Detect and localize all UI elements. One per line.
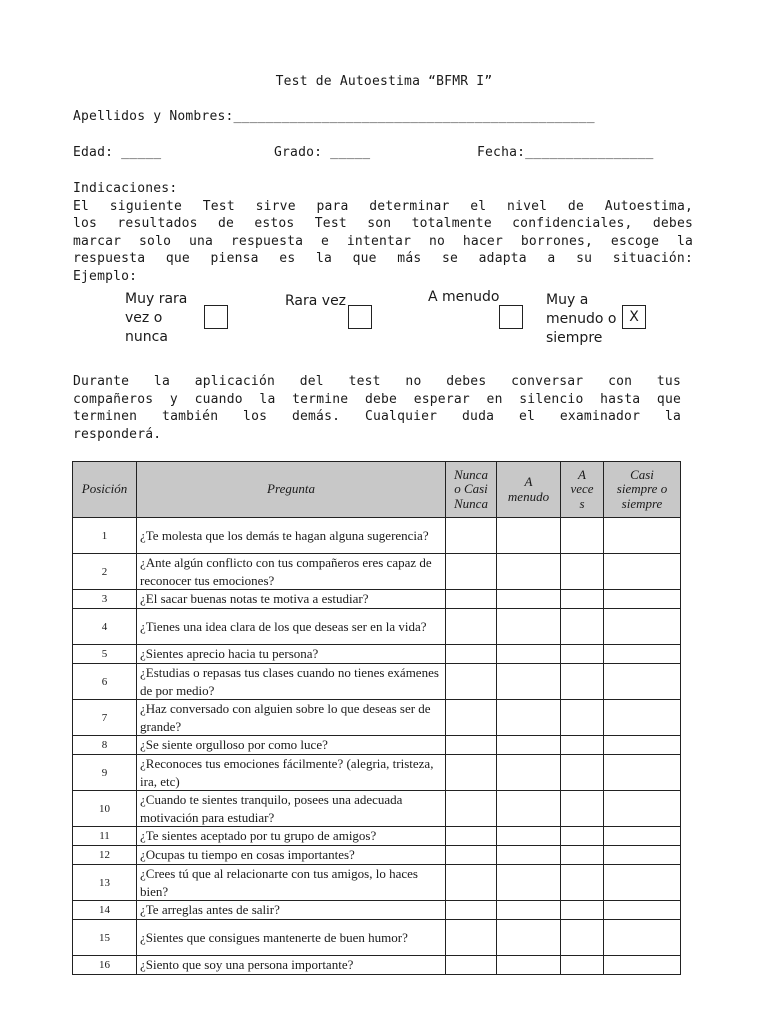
instructions-line: respuesta que piensa es la que más se adapta a su situación: [73,251,693,266]
answer-never-cell[interactable] [446,956,497,975]
note-line: terminen también los demás. Cualquier duda el examinador la [73,409,681,424]
question-text: ¿Se siente orgulloso por como luce? [137,736,446,755]
question-text: ¿Crees tú que al relacionarte con tus amigos, lo haces bien? [137,865,446,901]
name-field-label[interactable]: Apellidos y Nombres:_____________________________________________ [73,109,595,124]
questions-table [72,461,681,975]
answer-always-cell[interactable] [604,645,681,664]
header-position: Posición [73,462,137,518]
answer-never-cell[interactable] [446,554,497,590]
answer-sometimes-cell[interactable] [561,736,604,755]
answer-never-cell[interactable] [446,664,497,700]
table-row [73,865,681,901]
answer-often-cell[interactable] [497,755,561,791]
question-number: 1 [73,518,137,554]
question-number: 7 [73,700,137,736]
answer-sometimes-cell[interactable] [561,700,604,736]
answer-sometimes-cell[interactable] [561,901,604,920]
table-row [73,700,681,736]
answer-often-cell[interactable] [497,518,561,554]
answer-always-cell[interactable] [604,920,681,956]
answer-sometimes-cell[interactable] [561,755,604,791]
answer-always-cell[interactable] [604,590,681,609]
example-option-label: Muy a menudo o siempre [546,292,617,346]
answer-often-cell[interactable] [497,664,561,700]
instructions-heading: Indicaciones: [73,181,178,196]
question-number: 6 [73,664,137,700]
note-line: compañeros y cuando la termine debe esperar en silencio hasta que [73,391,681,407]
rules-note [73,373,681,443]
answer-never-cell[interactable] [446,736,497,755]
answer-often-cell[interactable] [497,554,561,590]
answer-sometimes-cell[interactable] [561,846,604,865]
date-field-label[interactable]: Fecha:________________ [477,145,654,160]
example-option-label: Rara vez [285,293,347,309]
table-row [73,736,681,755]
answer-never-cell[interactable] [446,700,497,736]
answer-always-cell[interactable] [604,664,681,700]
answer-always-cell[interactable] [604,827,681,846]
answer-often-cell[interactable] [497,700,561,736]
question-number: 9 [73,755,137,791]
answer-always-cell[interactable] [604,755,681,791]
page-title: Test de Autoestima “BFMR I” [275,74,493,89]
instructions-block [73,180,693,285]
table-row [73,664,681,700]
answer-often-cell[interactable] [497,645,561,664]
question-text: ¿Ante algún conflicto con tus compañeros eres capaz de reconocer tus emociones? [137,554,446,590]
header-question: Pregunta [137,462,446,518]
question-text: ¿Siento que soy una persona importante? [137,956,446,975]
answer-never-cell[interactable] [446,901,497,920]
question-number: 16 [73,956,137,975]
instructions-line: El siguiente Test sirve para determinar el nivel de Autoestima, [73,198,693,214]
example-checkbox [204,305,228,329]
question-text: ¿Te molesta que los demás te hagan alguna sugerencia? [137,518,446,554]
grade-field-label[interactable]: Grado: _____ [274,145,371,160]
example-checkbox [499,305,523,329]
question-text: ¿Sientes aprecio hacia tu persona? [137,645,446,664]
example-label: Ejemplo: [73,268,138,284]
answer-sometimes-cell[interactable] [561,518,604,554]
answer-always-cell[interactable] [604,554,681,590]
example-option-label: A menudo [428,289,500,305]
age-field-label[interactable]: Edad: _____ [73,145,162,160]
question-text: ¿Ocupas tu tiempo en cosas importantes? [137,846,446,865]
table-row [73,791,681,827]
table-row [73,645,681,664]
answer-never-cell[interactable] [446,846,497,865]
question-number: 14 [73,901,137,920]
answer-always-cell[interactable] [604,901,681,920]
answer-always-cell[interactable] [604,956,681,975]
example-checkbox-marked: X [622,305,646,329]
question-text: ¿Te sientes aceptado por tu grupo de amigos? [137,827,446,846]
question-text: ¿El sacar buenas notas te motiva a estudiar? [137,590,446,609]
answer-never-cell[interactable] [446,609,497,645]
instructions-line: marcar solo una respuesta e intentar no hacer borrones, escoge la [73,233,693,249]
answer-never-cell[interactable] [446,518,497,554]
table-row [73,827,681,846]
question-text: ¿Haz conversado con alguien sobre lo que deseas ser de grande? [137,700,446,736]
answer-always-cell[interactable] [604,518,681,554]
answer-often-cell[interactable] [497,901,561,920]
answer-never-cell[interactable] [446,827,497,846]
answer-never-cell[interactable] [446,590,497,609]
table-row [73,846,681,865]
question-text: ¿Reconoces tus emociones fácilmente? (alegria, tristeza, ira, etc) [137,755,446,791]
answer-never-cell[interactable] [446,865,497,901]
answer-sometimes-cell[interactable] [561,827,604,846]
answer-sometimes-cell[interactable] [561,609,604,645]
table-row [73,609,681,645]
table-row [73,518,681,554]
example-checkbox [348,305,372,329]
instructions-line: los resultados de estos Test son totalmente confidenciales, debes [73,216,693,231]
answer-often-cell[interactable] [497,736,561,755]
question-number: 2 [73,554,137,590]
table-row [73,755,681,791]
answer-always-cell[interactable] [604,791,681,827]
note-line: Durante la aplicación del test no debes conversar con tus [73,374,681,389]
table-row [73,956,681,975]
question-number: 12 [73,846,137,865]
answer-sometimes-cell[interactable] [561,791,604,827]
header-always: Casi siempre o siempre [604,462,681,518]
answer-sometimes-cell[interactable] [561,645,604,664]
answer-sometimes-cell[interactable] [561,956,604,975]
question-number: 4 [73,609,137,645]
answer-never-cell[interactable] [446,920,497,956]
answer-never-cell[interactable] [446,791,497,827]
answer-sometimes-cell[interactable] [561,590,604,609]
question-number: 3 [73,590,137,609]
answer-always-cell[interactable] [604,846,681,865]
question-number: 15 [73,920,137,956]
answer-sometimes-cell[interactable] [561,920,604,956]
answer-often-cell[interactable] [497,827,561,846]
table-header-row [73,462,681,518]
answer-always-cell[interactable] [604,865,681,901]
question-number: 5 [73,645,137,664]
note-line: responderá. [73,426,162,442]
question-text: ¿Te arreglas antes de salir? [137,901,446,920]
header-sometimes: A vece s [561,462,604,518]
answer-sometimes-cell[interactable] [561,554,604,590]
answer-sometimes-cell[interactable] [561,664,604,700]
answer-often-cell[interactable] [497,846,561,865]
header-never: Nunca o Casi Nunca [446,462,497,518]
header-often: A menudo [497,462,561,518]
answer-always-cell[interactable] [604,609,681,645]
table-row [73,901,681,920]
example-option-label: Muy rara vez o nunca [125,291,188,345]
question-number: 11 [73,827,137,846]
table-row [73,920,681,956]
answer-never-cell[interactable] [446,755,497,791]
answer-often-cell[interactable] [497,609,561,645]
table-row [73,554,681,590]
answer-often-cell[interactable] [497,920,561,956]
answer-always-cell[interactable] [604,700,681,736]
answer-never-cell[interactable] [446,645,497,664]
question-text: ¿Cuando te sientes tranquilo, posees una adecuada motivación para estudiar? [137,791,446,827]
answer-often-cell[interactable] [497,791,561,827]
answer-always-cell[interactable] [604,736,681,755]
question-number: 10 [73,791,137,827]
question-number: 8 [73,736,137,755]
question-text: ¿Sientes que consigues mantenerte de buen humor? [137,920,446,956]
answer-often-cell[interactable] [497,865,561,901]
question-text: ¿Estudias o repasas tus clases cuando no tienes exámenes de por medio? [137,664,446,700]
question-number: 13 [73,865,137,901]
question-text: ¿Tienes una idea clara de los que deseas ser en la vida? [137,609,446,645]
table-row [73,590,681,609]
answer-often-cell[interactable] [497,956,561,975]
answer-often-cell[interactable] [497,590,561,609]
answer-sometimes-cell[interactable] [561,865,604,901]
